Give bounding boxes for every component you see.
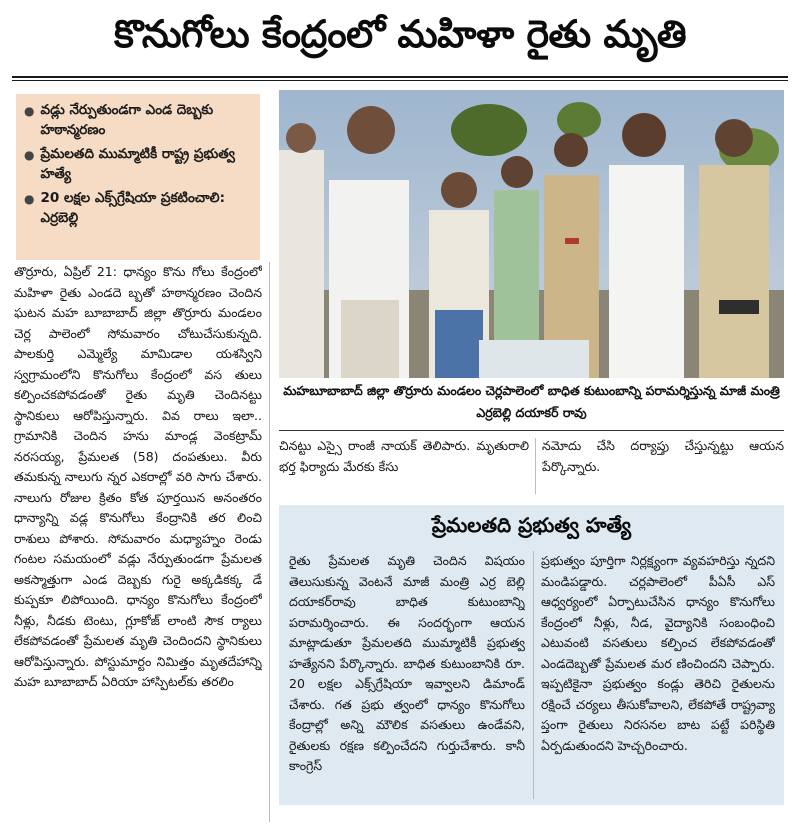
column-divider	[535, 438, 536, 494]
photo-caption: మహబూబాబాద్ జిల్లా తొర్రూరు మండలం చెర్లపాలెంలో బాధిత కుటుంబాన్ని పరామర్శిస్తున్న మాజీ మంత్రి ఎర్రబెల్లి దయాకర్ రావు	[283, 383, 780, 420]
highlight-text: ప్రేమలతది ముమ్మాటికీ రాష్ట్ర ప్రభుత్వ హత్యే	[40, 146, 235, 182]
headline-rule-bottom	[12, 80, 788, 81]
article-body-mid: చినట్టు ఎస్సై రాంజీ నాయక్ తెలిపారు. మృతురాలి భర్త ఫిర్యాదు మేరకు కేసు	[279, 438, 529, 474]
bullet-icon: ●	[24, 104, 35, 118]
article-body-right: నమోదు చేసి దర్యాప్తు చేస్తున్నట్టు ఆయన పేర్కొన్నారు.	[542, 438, 784, 474]
headline-rule-top	[12, 76, 788, 78]
column-divider	[269, 262, 270, 822]
column-divider	[533, 551, 534, 799]
highlight-text: 20 లక్షల ఎక్స్‌గ్రేషియా ప్రకటించాలి: ఎర్రబెల్లి	[40, 190, 225, 226]
highlight-text: వడ్లు నేర్పుతుండగా ఎండ దెబ్బకు హఠాన్మరణం	[40, 102, 214, 138]
headline: కొనుగోలు కేంద్రంలో మహిళా రైతు మృతి	[113, 10, 687, 56]
bullet-icon: ●	[24, 148, 35, 162]
highlight-item	[24, 100, 252, 140]
highlight-item	[24, 144, 252, 184]
sub-story-box	[279, 505, 784, 805]
sub-story-body-right: ప్రభుత్వం పూర్తిగా నిర్లక్ష్యంగా వ్యవహరిస్తు న్నదని మండిపడ్డారు. చర్లపాలెంలో పీఏసీ ఎస్ ఆధ్వర్యంలో ఏర్పాటుచేసిన ధాన్యం కొనుగోలు కేంద్రంలో నీళ్లు, నీడ, వైద్యానికి సంబంధించి ఎటువంటి వసతులు కల్పించ లేకపోవడంతో ఎండదెబ్బతో ప్రేమలత మర ణించిందని చెప్పారు. ఇప్పటికైనా ప్రభుత్వం కండ్లు తెరిచి రైతులను రక్షించే చర్యలు తీసుకోవాలని, లేకపోతే రాష్ట్రవ్యా ప్తంగా రైతులు నిరసనల బాట పట్టే పరిస్థితి ఏర్పడుతుందని హెచ్చరించారు.	[541, 553, 775, 753]
article-body-left: తొర్రూరు, ఏప్రిల్ 21: ధాన్యం కొను గోలు కేంద్రంలో మహిళా రైతు ఎండదె బ్బతో హఠాన్మరణం చెందిన ఘటన మహ బూబాబాద్ జిల్లా తొర్రూరు మండలం చెర్ల పాలెంలో సోమవారం చోటుచేసుకున్నది. పాలకుర్తి ఎమ్మెల్యే మామిడాల యశస్విని స్వగ్రామంలోని కొనుగోలు కేంద్రంలో వస తులు కల్పించకపోవడంతో రైతు మృతి చెందినట్టు స్థానికులు ఆరోపిస్తున్నారు. వివ రాలు ఇలా.. గ్రామానికి చెందిన హను మాండ్ల వెంకట్రామ్ నరసయ్య, ప్రేమలత (58) దంపతులు. వీరు తమకున్న నాలుగు న్నర ఎకరాల్లో వరి సాగు చేశారు. నాలుగు రోజుల క్రితం కోత పూర్తయిన అనంతరం ధాన్యాన్ని వడ్ల కొనుగోలు కేంద్రానికి తర లించి రాశులు పోశారు. సోమవారం మధ్యాహ్నం రెండు గంటల సమయంలో వడ్లు నేర్పుతుండగా ప్రేమలత అకస్మాత్తుగా ఎండ దెబ్బకు గురై అక్కడికక్క డే కుప్పకూ లిపోయింది. ధాన్యం కొనుగోలు కేంద్రంలో నీళ్లు, నీడకు టెంటు, గ్లూకోజ్ లాంటి సౌక ర్యాలు లేకపోవడంతో ప్రేమలత మృతి చెందిందని స్థానికులు ఆరోపిస్తున్నారు. పోస్టుమార్టం నిమిత్తం మృతదేహాన్ని మహ బూబాబాద్ ఏరియా హాస్పిటల్‌కు తరలిం	[14, 264, 262, 689]
highlight-item	[24, 188, 252, 228]
sub-story-title: ప్రేమలతది ప్రభుత్వ హత్యే	[431, 513, 632, 537]
highlights-box	[16, 94, 260, 260]
caption-rule	[279, 430, 784, 431]
news-photo	[279, 90, 784, 378]
sub-story-body-left: రైతు ప్రేమలత మృతి చెందిన విషయం తెలుసుకున్న వెంటనే మాజీ మంత్రి ఎర్ర బెల్లి దయాకర్‌రావు బాధిత కుటుంబాన్ని పరామర్శించారు. ఈ సందర్భంగా ఆయన మాట్లాడుతూ ప్రేమలతది ముమ్మాటికీ ప్రభుత్వ హత్యేనని పేర్కొన్నారు. బాధిత కుటుంబానికి రూ. 20 లక్షల ఎక్స్‌గ్రేషియా ఇవ్వాలని డిమాండ్ చేశారు. గత ప్రభు త్వంలో ధాన్యం కొనుగోలు కేంద్రాల్లో అన్ని మౌలిక వసతులు ఉండేవని, రైతులకు రక్షణ కల్పించేదని గుర్తుచేశారు. కానీ కాంగ్రెస్	[289, 553, 525, 773]
bullet-icon: ●	[24, 192, 35, 206]
photo-scene	[279, 90, 784, 378]
